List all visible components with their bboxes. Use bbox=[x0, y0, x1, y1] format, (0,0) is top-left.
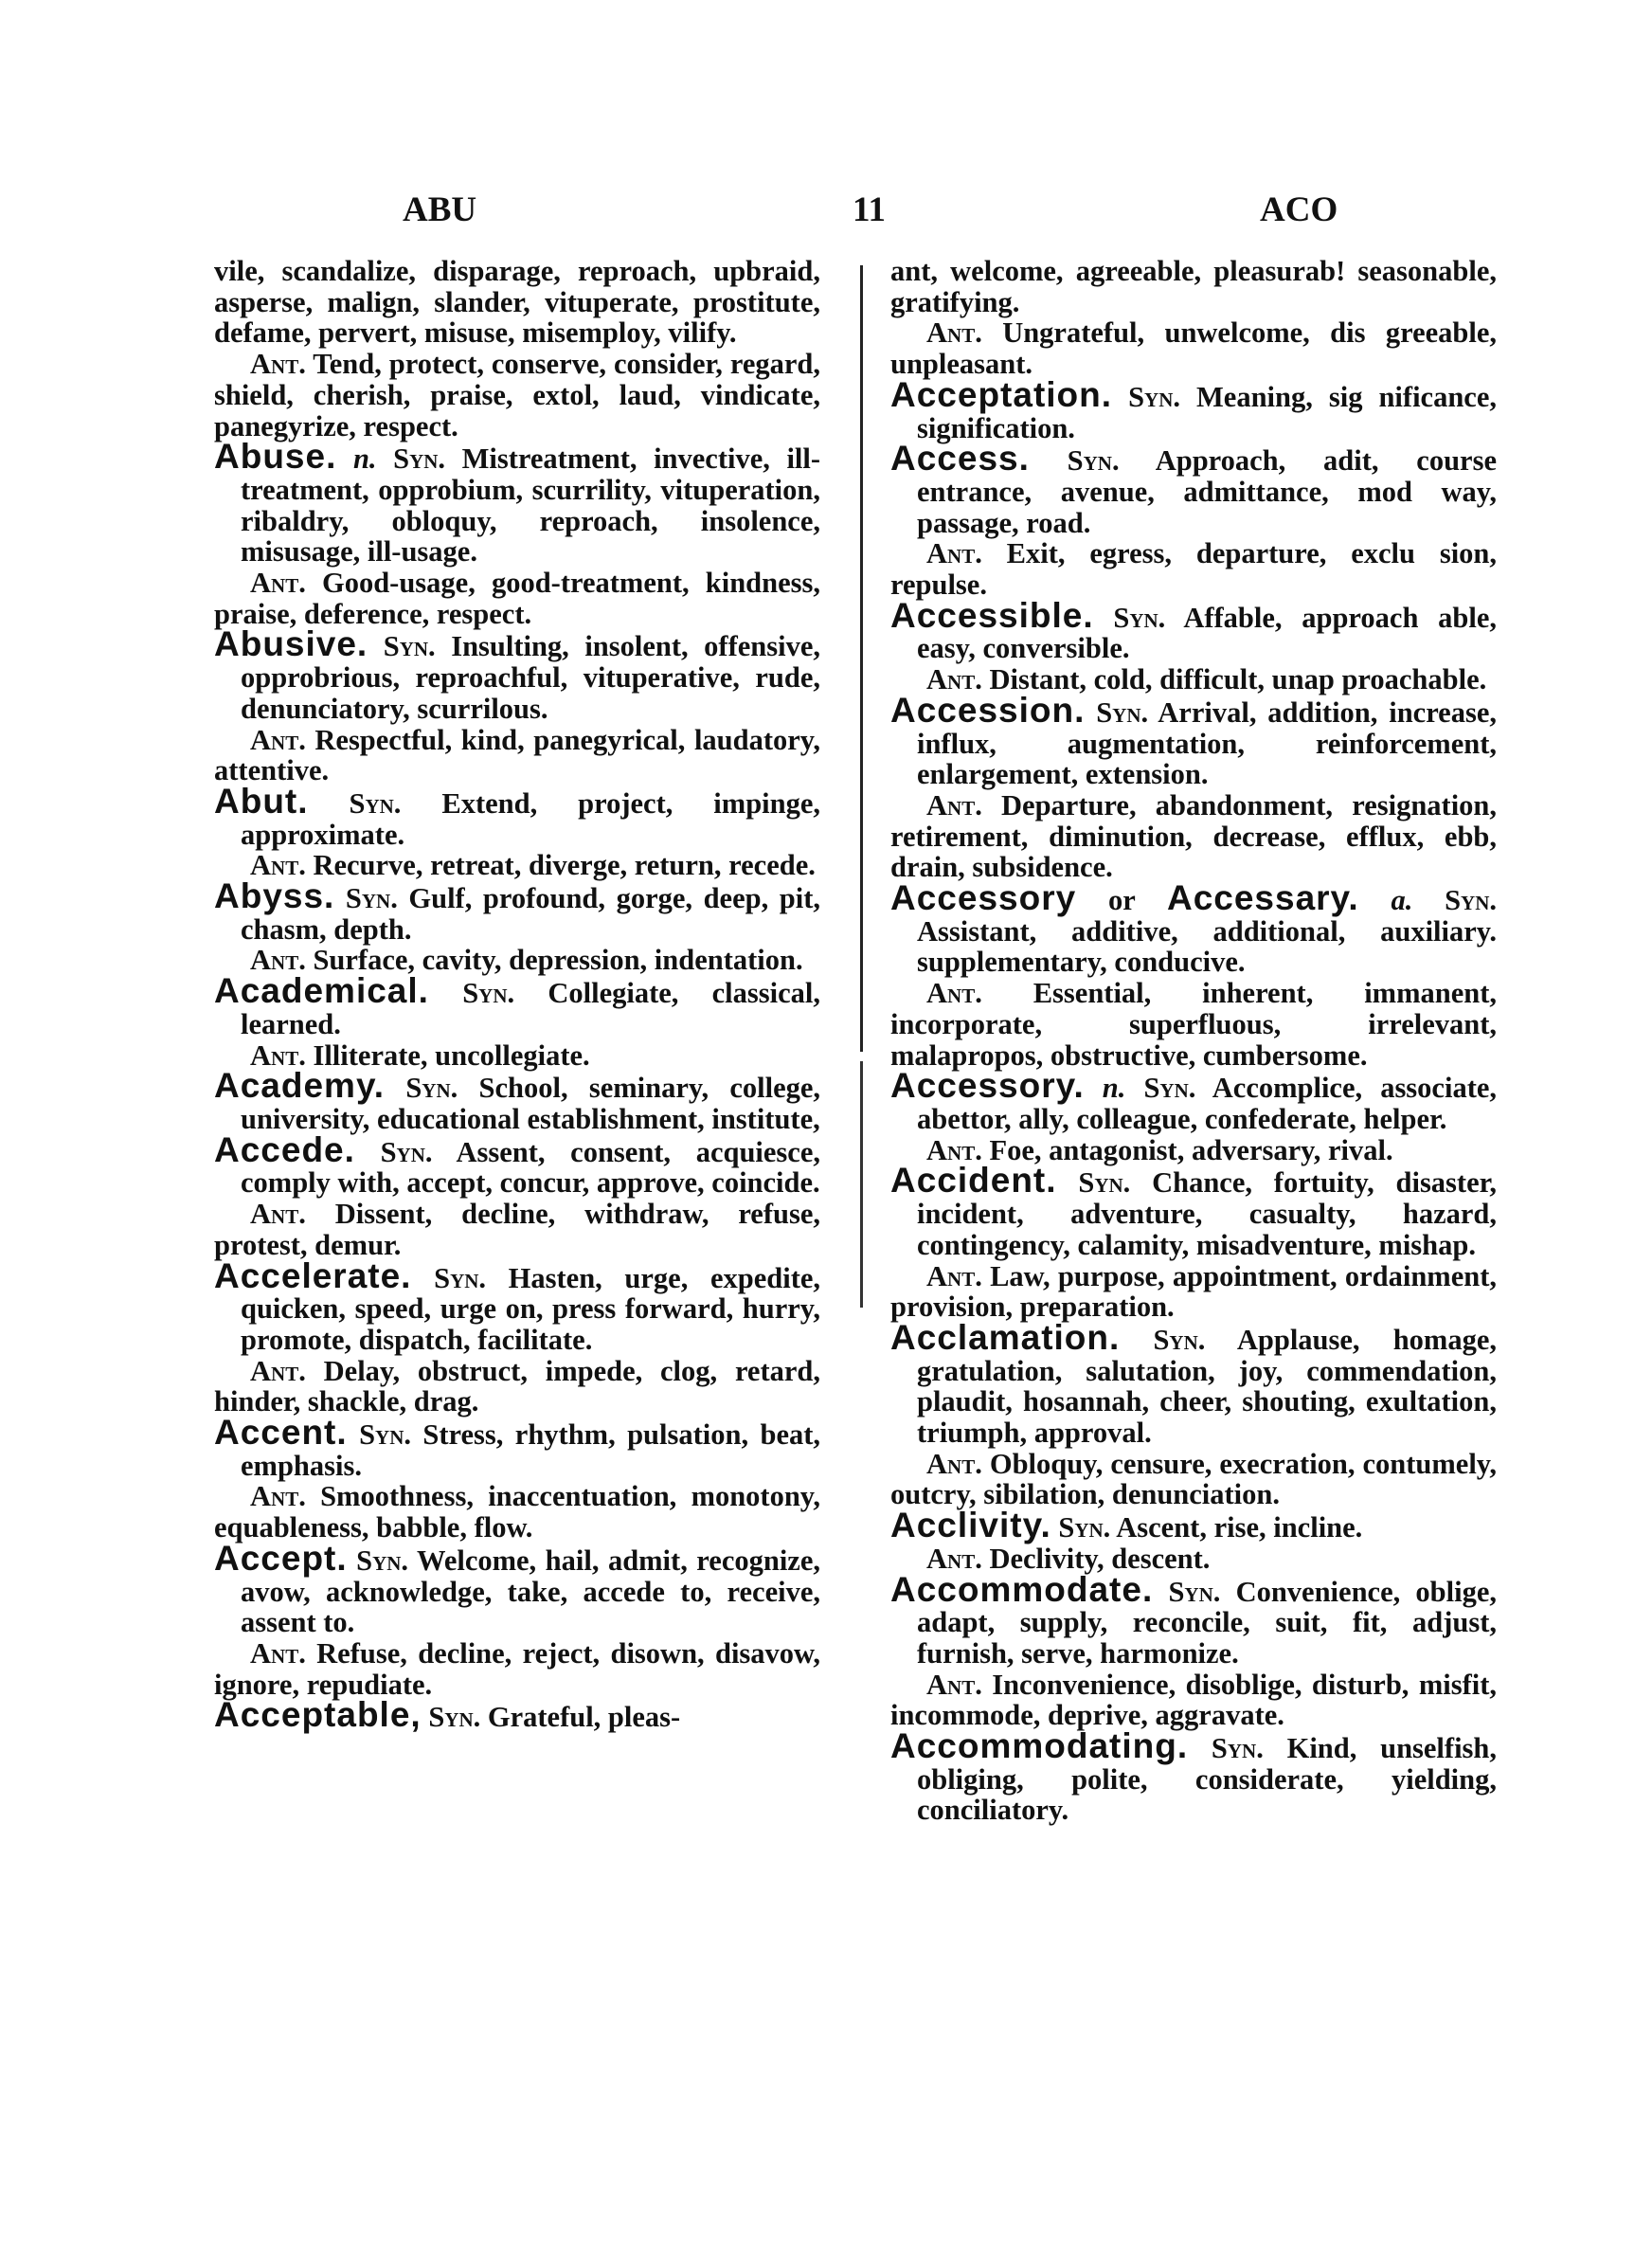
synonym-text: Mistreatment, invective, ill-treatment, opprobium, scurrility, vituperation, ribaldry, obloquy, reproach, insolence, misusage, ill-usage. bbox=[241, 442, 821, 569]
entry-continuation bbox=[214, 256, 820, 349]
antonym-line bbox=[890, 538, 1497, 600]
synonym-label: Syn. bbox=[1128, 380, 1180, 413]
headword: Access. bbox=[890, 439, 1030, 478]
synonym-label: Syn. bbox=[434, 1261, 487, 1294]
synonym-text: Applause, homage, gratulation, salutation, joy, commendation, plaudit, hosannah, cheer, shouting, exultation, triumph, approval. bbox=[917, 1323, 1497, 1450]
antonym-label: Ant. bbox=[250, 1354, 306, 1387]
dictionary-entry bbox=[214, 781, 820, 851]
headword-variant: Accessary. bbox=[1166, 878, 1359, 918]
antonym-label: Ant. bbox=[926, 1133, 982, 1166]
headword: Acceptation. bbox=[890, 374, 1113, 414]
right-column bbox=[890, 256, 1497, 1826]
headword: Accelerate. bbox=[214, 1255, 412, 1295]
antonym-line bbox=[890, 978, 1497, 1071]
antonym-text: Recurve, retreat, diverge, return, recede. bbox=[313, 849, 816, 882]
antonym-text: Departure, abandonment, resignation, retirement, diminution, decrease, efflux, ebb, drain, subsidence. bbox=[890, 788, 1498, 884]
synonym-text: Ascent, rise, incline. bbox=[1116, 1511, 1363, 1544]
antonym-line bbox=[214, 725, 820, 786]
headword: Accessible. bbox=[890, 595, 1094, 635]
dictionary-entry bbox=[890, 439, 1497, 539]
antonym-text: Obloquy, censure, execration, contumely, outcry, sibilation, denunciation. bbox=[890, 1447, 1497, 1511]
synonym-label: Syn. bbox=[1113, 601, 1166, 634]
headword: Accident. bbox=[890, 1161, 1057, 1201]
column-divider bbox=[860, 265, 863, 1052]
synonym-text: Affable, approach able, easy, conversible. bbox=[917, 601, 1497, 665]
antonym-text: Smoothness, inaccentuation, monotony, equableness, babble, flow. bbox=[214, 1480, 820, 1544]
dictionary-entry bbox=[214, 1066, 821, 1135]
antonym-label: Ant. bbox=[926, 1542, 982, 1575]
antonym-label: Ant. bbox=[250, 348, 306, 381]
antonym-line bbox=[214, 1199, 820, 1260]
antonym-text: Ungrateful, unwelcome, dis greeable, unpleasant. bbox=[890, 316, 1497, 381]
antonym-text: Refuse, decline, reject, disown, disavow, ignore, repudiate. bbox=[214, 1636, 820, 1701]
synonym-text: Hasten, urge, expedite, quicken, speed, urge on, press forward, hurry, promote, dispatch, facilitate. bbox=[241, 1261, 821, 1356]
synonym-label: Syn. bbox=[428, 1701, 481, 1734]
headword: Academical. bbox=[214, 971, 429, 1011]
synonym-label: Syn. bbox=[1143, 1072, 1196, 1105]
synonym-text: Insulting, insolent, offensive, opprobrious, reproachful, vituperative, rude, denunciatory, scurrilous. bbox=[241, 630, 820, 725]
page-number: 11 bbox=[853, 190, 886, 229]
antonym-line bbox=[890, 317, 1497, 379]
dictionary-entry bbox=[214, 876, 820, 946]
synonym-label: Syn. bbox=[345, 882, 398, 915]
synonym-label: Syn. bbox=[1445, 884, 1497, 917]
headword-connector: or bbox=[1107, 884, 1136, 917]
headword: Abuse. bbox=[214, 437, 337, 477]
dictionary-entry bbox=[890, 374, 1497, 444]
dictionary-entry bbox=[214, 1538, 820, 1639]
antonym-label: Ant. bbox=[926, 977, 982, 1010]
headword: Abusive. bbox=[214, 624, 368, 664]
headword: Abut. bbox=[214, 781, 309, 821]
headword: Acclamation. bbox=[890, 1317, 1121, 1357]
synonym-text: Stress, rhythm, pulsation, beat, emphasis. bbox=[241, 1418, 821, 1482]
dictionary-entry bbox=[214, 1255, 821, 1356]
left-column bbox=[214, 256, 820, 1733]
antonym-line bbox=[214, 1638, 820, 1700]
synonym-label: Syn. bbox=[356, 1544, 409, 1577]
antonym-line bbox=[214, 568, 820, 629]
antonym-label: Ant. bbox=[926, 788, 982, 822]
dictionary-entry bbox=[214, 1413, 821, 1482]
dictionary-entry bbox=[890, 878, 1497, 979]
antonym-text: Essential, inherent, immanent, incorporate, superfluous, irrelevant, malapropos, obstructive, cumbersome. bbox=[890, 977, 1497, 1072]
synonym-text: Welcome, hail, admit, recognize, avow, acknowledge, take, accede to, receive, assent to. bbox=[241, 1544, 820, 1639]
synonym-text: Gulf, profound, gorge, deep, pit, chasm, depth. bbox=[241, 882, 820, 946]
headword: Accessory. bbox=[890, 1066, 1085, 1106]
synonym-label: Syn. bbox=[462, 977, 515, 1010]
definition-text: vile, scandalize, disparage, reproach, upbraid, asperse, malign, slander, vituperate, prostitute, defame, pervert, misuse, misemploy, vilify. bbox=[214, 255, 820, 350]
synonym-label: Syn. bbox=[383, 630, 436, 663]
antonym-label: Ant. bbox=[926, 1668, 982, 1701]
antonym-line bbox=[890, 790, 1497, 883]
antonym-label: Ant. bbox=[926, 1447, 982, 1480]
synonym-text: Assent, consent, acquiesce, comply with, accept, concur, approve, coincide. bbox=[241, 1135, 820, 1200]
synonym-label: Syn. bbox=[1078, 1166, 1131, 1200]
part-of-speech: n. bbox=[352, 442, 377, 476]
synonym-label: Syn. bbox=[405, 1072, 458, 1105]
antonym-text: Declivity, descent. bbox=[989, 1542, 1211, 1575]
antonym-label: Ant. bbox=[250, 849, 306, 882]
antonym-text: Surface, cavity, depression, indentation. bbox=[313, 944, 803, 977]
antonym-line bbox=[890, 1670, 1497, 1731]
antonym-label: Ant. bbox=[250, 567, 306, 600]
synonym-label: Syn. bbox=[380, 1135, 433, 1168]
dictionary-entry bbox=[890, 1317, 1497, 1450]
dictionary-entry bbox=[214, 624, 820, 725]
headword: Accent. bbox=[214, 1413, 348, 1453]
headword: Acceptable, bbox=[214, 1695, 422, 1735]
antonym-line bbox=[890, 1449, 1497, 1510]
headword: Accession. bbox=[890, 690, 1086, 730]
antonym-text: Illiterate, uncollegiate. bbox=[313, 1038, 590, 1072]
antonym-text: Law, purpose, appointment, ordainment, provision, preparation. bbox=[890, 1259, 1497, 1324]
dictionary-entry bbox=[890, 1726, 1497, 1827]
synonym-label: Syn. bbox=[1096, 695, 1149, 729]
antonym-text: Good-usage, good-treatment, kindness, praise, deference, respect. bbox=[214, 567, 820, 630]
dictionary-entry bbox=[890, 595, 1497, 665]
dictionary-entry bbox=[890, 1506, 1497, 1545]
headword: Accommodate. bbox=[890, 1569, 1154, 1609]
antonym-label: Ant. bbox=[926, 537, 982, 570]
column-divider-lower bbox=[860, 1061, 863, 1308]
synonym-label: Syn. bbox=[349, 786, 402, 820]
dictionary-entry bbox=[214, 971, 820, 1040]
synonym-text: Convenience, oblige, adapt, supply, reconcile, suit, fit, adjust, furnish, serve, harmonize. bbox=[917, 1575, 1497, 1670]
headword: Accede. bbox=[214, 1129, 355, 1169]
antonym-line bbox=[214, 1356, 820, 1417]
antonym-label: Ant. bbox=[250, 1480, 306, 1513]
dictionary-entry bbox=[214, 1695, 820, 1735]
antonym-line bbox=[890, 1261, 1497, 1323]
definition-text: ant, welcome, agreeable, pleasurab! seasonable, gratifying. bbox=[890, 255, 1497, 318]
part-of-speech: n. bbox=[1102, 1072, 1126, 1105]
antonym-text: Tend, protect, conserve, consider, regard, shield, cherish, praise, extol, laud, vindicate, panegyrize, respect. bbox=[214, 348, 820, 442]
synonym-text: Kind, unselfish, obliging, polite, considerate, yielding, conciliatory. bbox=[917, 1732, 1497, 1827]
entry-continuation bbox=[890, 256, 1497, 317]
antonym-line bbox=[214, 1481, 820, 1543]
synonym-text: Accomplice, associate, abettor, ally, colleague, confederate, helper. bbox=[917, 1072, 1498, 1135]
headword: Acclivity. bbox=[890, 1506, 1051, 1545]
antonym-line bbox=[214, 349, 820, 442]
synonym-label: Syn. bbox=[359, 1418, 411, 1452]
antonym-text: Delay, obstruct, impede, clog, retard, hinder, shackle, drag. bbox=[214, 1354, 820, 1418]
antonym-label: Ant. bbox=[250, 1198, 306, 1231]
dictionary-entry bbox=[890, 1161, 1497, 1261]
synonym-text: Grateful, pleas- bbox=[487, 1701, 681, 1734]
synonym-label: Syn. bbox=[1067, 444, 1120, 478]
antonym-label: Ant. bbox=[926, 663, 982, 696]
antonym-text: Respectful, kind, panegyrical, laudatory, attentive. bbox=[214, 723, 820, 787]
antonym-text: Inconvenience, disoblige, disturb, misfit, incommode, deprive, aggravate. bbox=[890, 1668, 1497, 1732]
antonym-label: Ant. bbox=[926, 316, 982, 350]
synonym-text: Collegiate, classical, learned. bbox=[241, 977, 820, 1040]
guide-word-right: ACO bbox=[1260, 190, 1338, 229]
synonym-text: Chance, fortuity, disaster, incident, adventure, casualty, hazard, contingency, calamity, misadventure, mishap. bbox=[917, 1166, 1497, 1261]
antonym-label: Ant. bbox=[250, 723, 306, 756]
synonym-text: School, seminary, college, university, educational establishment, institute, bbox=[241, 1072, 821, 1135]
synonym-label: Syn. bbox=[393, 442, 446, 476]
dictionary-entry bbox=[890, 690, 1497, 791]
antonym-label: Ant. bbox=[926, 1259, 982, 1292]
antonym-text: Dissent, decline, withdraw, refuse, protest, demur. bbox=[214, 1198, 820, 1261]
page-header bbox=[0, 190, 1652, 246]
headword: Academy. bbox=[214, 1066, 386, 1106]
dictionary-entry bbox=[890, 1569, 1497, 1670]
part-of-speech: a. bbox=[1391, 884, 1413, 917]
synonym-label: Syn. bbox=[1058, 1511, 1111, 1544]
dictionary-entry bbox=[214, 437, 821, 569]
synonym-label: Syn. bbox=[1153, 1323, 1206, 1356]
synonym-text: Extend, project, impinge, approximate. bbox=[241, 786, 820, 851]
dictionary-entry bbox=[214, 1129, 820, 1200]
antonym-text: Distant, cold, difficult, unap proachable. bbox=[989, 663, 1487, 696]
headword: Abyss. bbox=[214, 876, 335, 916]
synonym-label: Syn. bbox=[1168, 1575, 1221, 1608]
synonym-text: Approach, adit, course entrance, avenue, admittance, mod way, passage, road. bbox=[917, 444, 1497, 539]
synonym-text: Arrival, addition, increase, influx, augmentation, reinforcement, enlargement, extension. bbox=[917, 695, 1497, 791]
guide-word-left: ABU bbox=[403, 190, 477, 229]
synonym-label: Syn. bbox=[1211, 1732, 1264, 1765]
headword: Accommodating. bbox=[890, 1726, 1189, 1766]
antonym-label: Ant. bbox=[250, 1636, 306, 1670]
headword: Accessory bbox=[890, 878, 1077, 918]
dictionary-entry bbox=[890, 1066, 1498, 1135]
antonym-label: Ant. bbox=[250, 944, 306, 977]
antonym-text: Foe, antagonist, adversary, rival. bbox=[989, 1133, 1393, 1166]
synonym-text: Assistant, additive, additional, auxiliary. supplementary, conducive. bbox=[917, 914, 1497, 979]
antonym-text: Exit, egress, departure, exclu sion, repulse. bbox=[890, 537, 1498, 602]
headword: Accept. bbox=[214, 1538, 348, 1578]
antonym-label: Ant. bbox=[250, 1038, 306, 1072]
synonym-text: Meaning, sig nificance, signification. bbox=[917, 380, 1497, 444]
